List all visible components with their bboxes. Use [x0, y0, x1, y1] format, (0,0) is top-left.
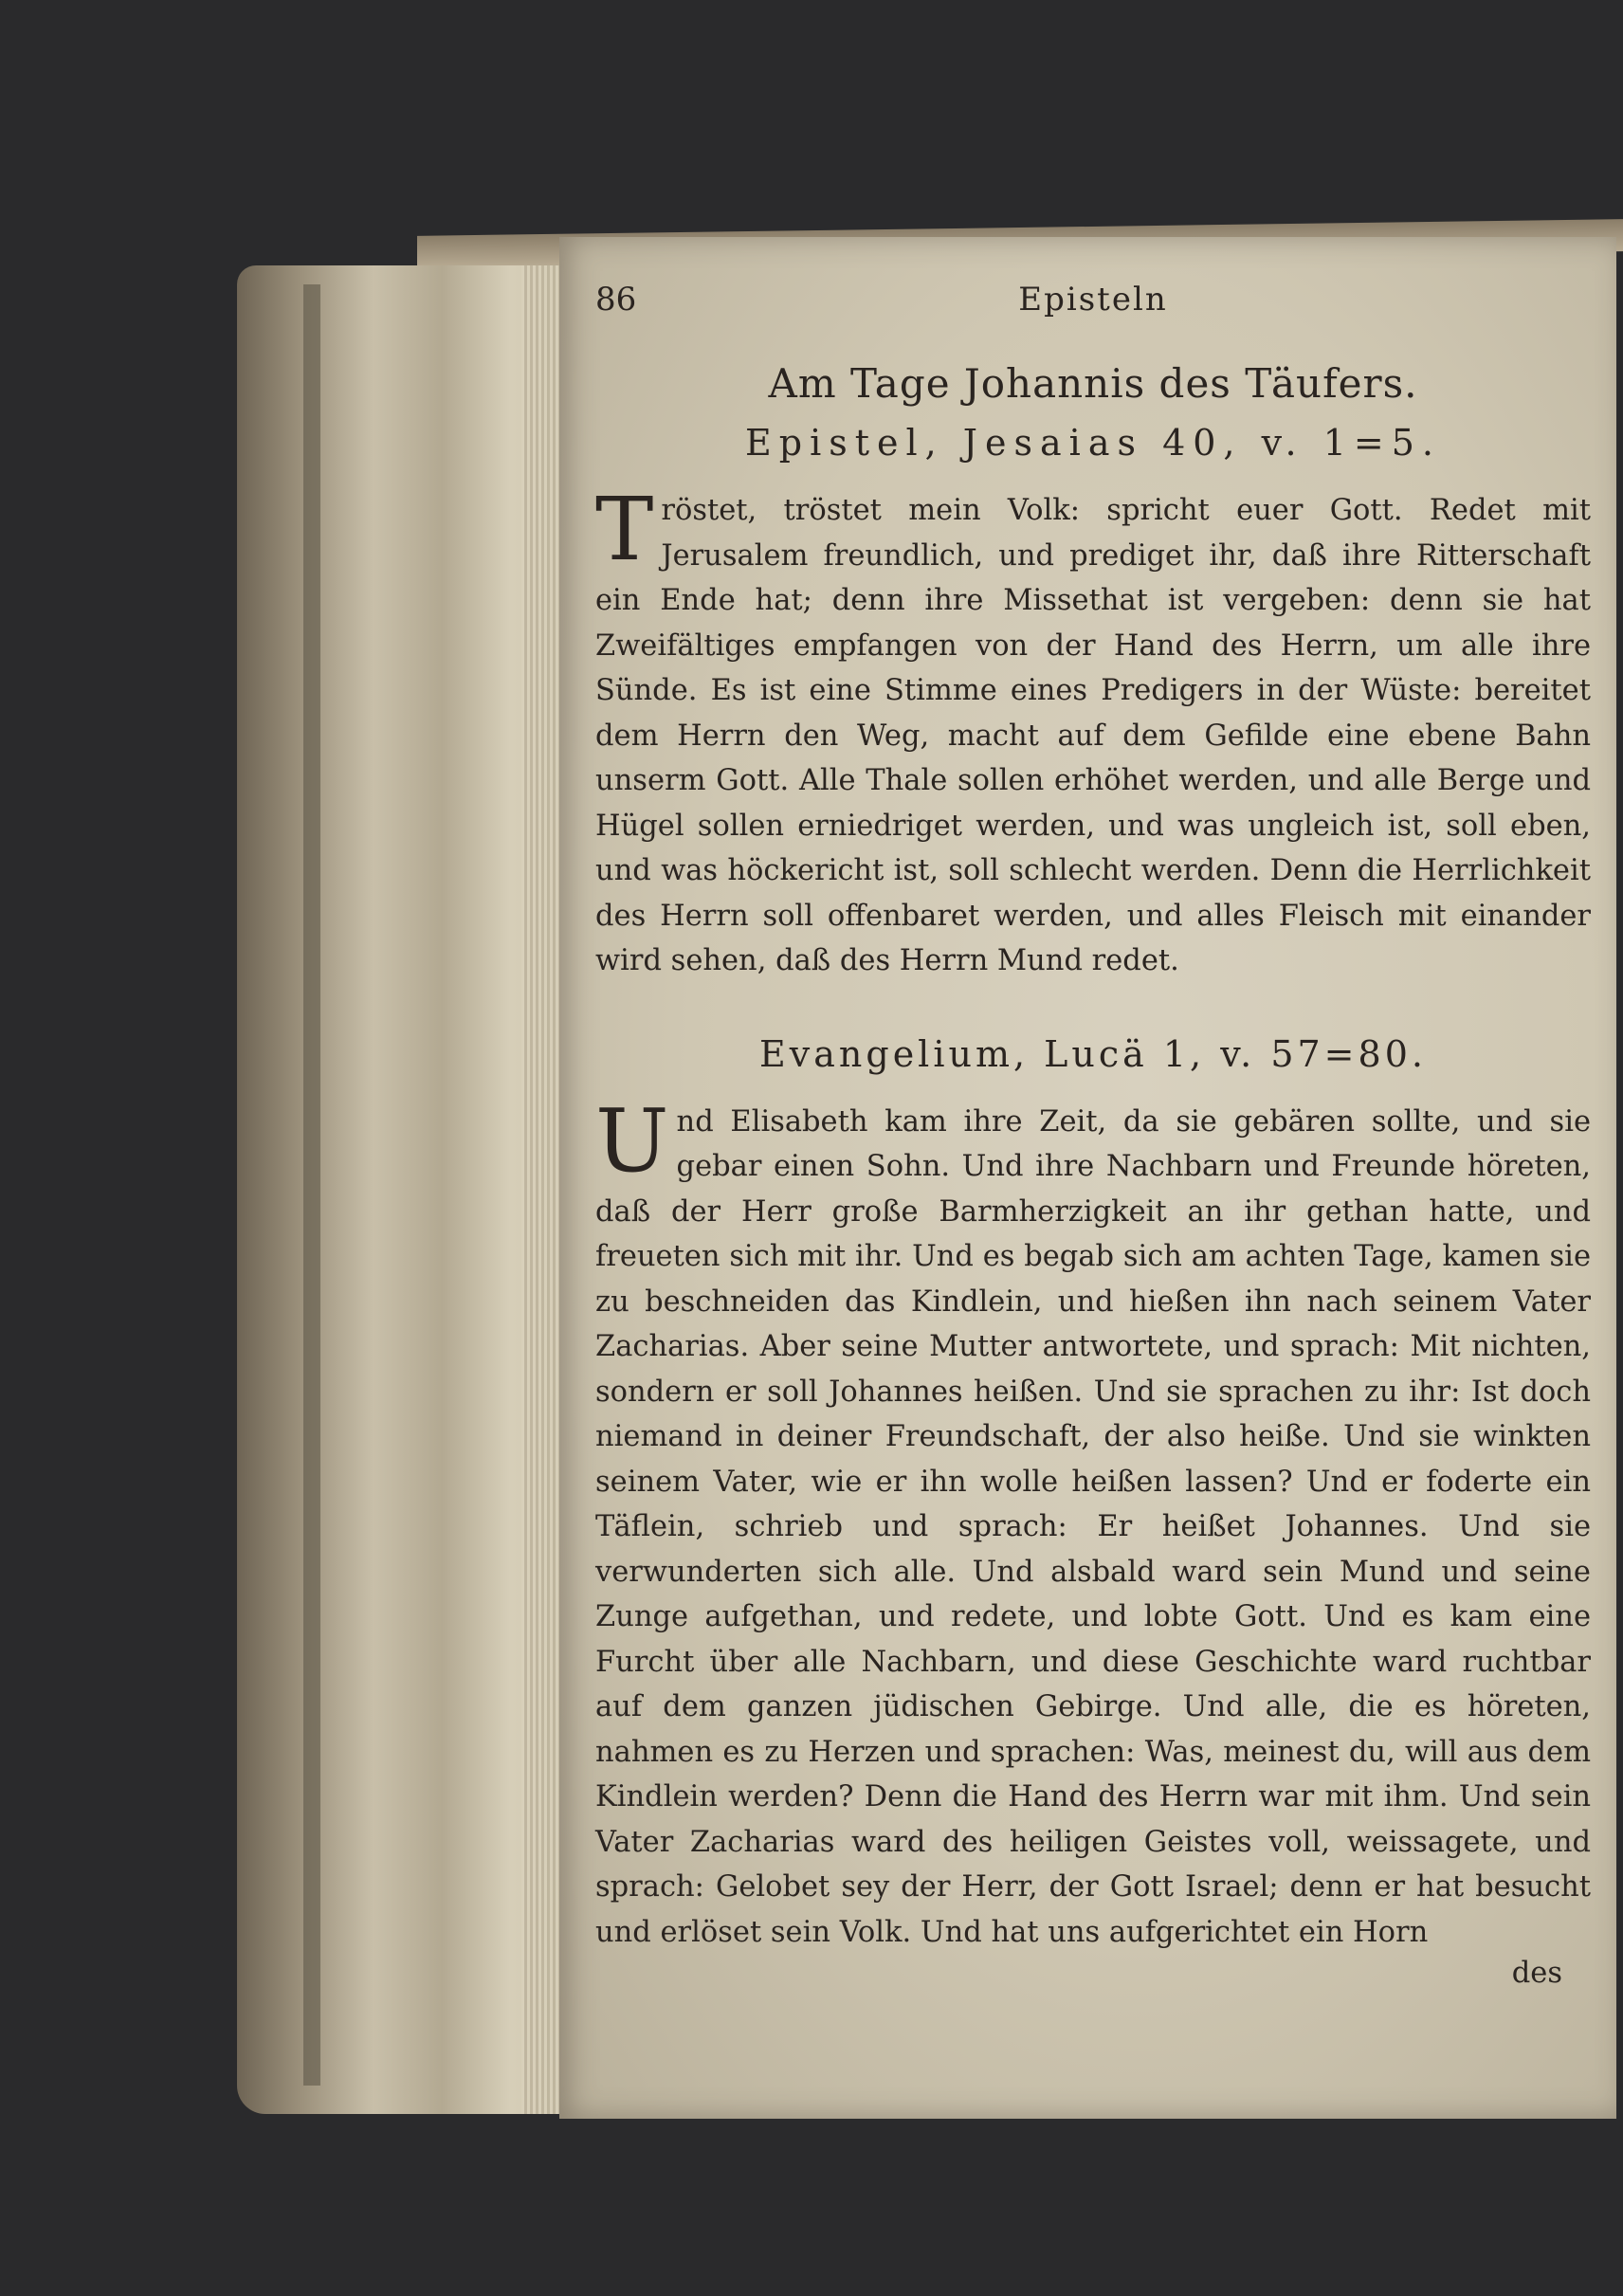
running-head: Episteln [1018, 281, 1168, 319]
book [237, 228, 1623, 2123]
gospel-paragraph [595, 1089, 1591, 1956]
book-page [559, 237, 1616, 2119]
page-header [595, 281, 1591, 347]
epistle-paragraph [595, 479, 1591, 984]
epistle-text: röstet, tröstet mein Volk: spricht euer Gott. Redet mit Jerusalem freundlich, und prediget ihr, daß ihre Ritterschaft ein Ende hat; denn ihre Missethat ist vergeben: denn sie hat Zweifältiges empfangen von der Hand des Herrn, um alle ihre Sünde. Es ist eine Stimme eines Predigers in der Wüste: bereitet dem Herrn den Weg, macht auf dem Gefilde eine ebene Bahn unserm Gott. Alle Thale sollen erhöhet werden, und alle Berge und Hügel sollen erniedriget werden, und was ungleich ist, soll eben, und was höckericht ist, soll schlecht werden. Denn die Herrlichkeit des Herrn soll offenbaret werden, und alles Fleisch mit einander wird sehen, daß des Herrn Mund redet. [595, 494, 1591, 977]
section-title: Am Tage Johannis des Täufers. [768, 360, 1418, 407]
epistle-heading: Epistel, Jesaias 40, v. 1=5. [745, 422, 1441, 464]
page-number: 86 [595, 281, 637, 319]
epistle-dropcap: T [595, 479, 654, 580]
gospel-heading: Evangelium, Lucä 1, v. 57=80. [759, 1032, 1427, 1075]
gospel-text: nd Elisabeth kam ihre Zeit, da sie gebären sollte, und sie gebar einen Sohn. Und ihre Nachbarn und Freunde höreten, daß der Herr große Barmherzigkeit an ihr gethan hatte, und freueten sich mit ihr. Und es begab sich am achten Tage, kamen sie zu beschneiden das Kindlein, und hießen ihn nach seinem Vater Zacharias. Aber seine Mutter antwortete, und sprach: Mit nichten, sondern er soll Johannes heißen. Und sie sprachen zu ihr: Ist doch niemand in deiner Freundschaft, der also heiße. Und sie winkten seinem Vater, wie er ihn wolle heißen lassen? Und er foderte ein Täflein, schrieb und sprach: Er heißet Johannes. Und sie verwunderten sich alle. Und alsbald ward sein Mund und seine Zunge aufgethan, und redete, und lobte Gott. Und es kam eine Furcht über alle Nachbarn, und diese Geschichte ward ruchtbar auf dem ganzen jüdischen Gebirge. Und alle, die es höreten, nahmen es zu Herzen und sprachen: Was, meinest du, will aus dem Kindlein werden? Denn die Hand des Herrn war mit ihm. Und sein Vater Zacharias ward des heiligen Geistes voll, weissagete, und sprach: Gelobet sey der Herr, der Gott Israel; denn er hat besucht und erlöset sein Volk. Und hat uns aufgerichtet ein Horn [595, 1104, 1591, 1949]
catchword: des [1511, 1957, 1562, 1990]
page-stack-edge [237, 265, 578, 2114]
page-text-block [595, 281, 1591, 1990]
gospel-dropcap: U [595, 1089, 669, 1192]
